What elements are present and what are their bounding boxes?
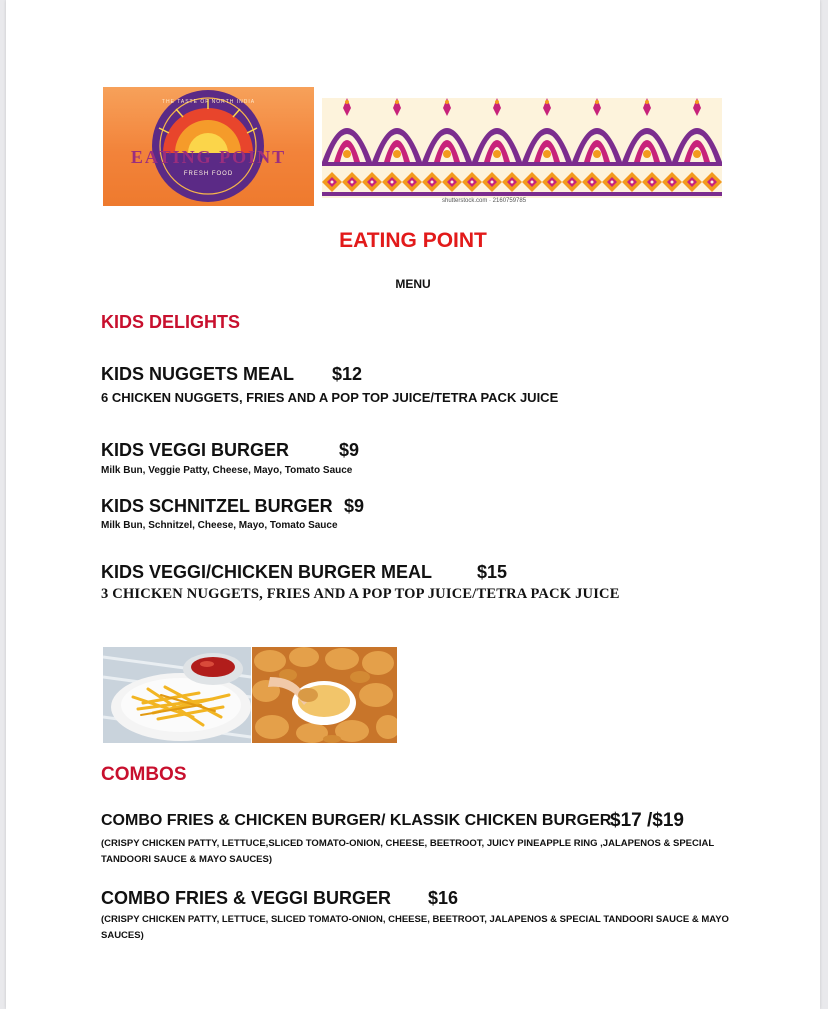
item-name-kids-schnitzel-burger: KIDS SCHNITZEL BURGER [101,496,333,516]
fries-image-icon [103,647,251,743]
item-name-kids-veggi-burger: KIDS VEGGI BURGER [101,440,290,460]
item-price-kids-nuggets-meal: $12 [332,364,363,384]
logo-name: EATING POINT [130,147,287,167]
item-desc-kids-veggi-chicken-meal: 3 CHICKEN NUGGETS, FRIES AND A POP TOP JUICE/TETRA PACK JUICE [101,586,620,602]
item-desc-kids-schnitzel-burger: Milk Bun, Schnitzel, Cheese, Mayo, Tomato Sauce [101,520,338,531]
section-heading-kids: KIDS DELIGHTS [101,312,241,332]
restaurant-logo [103,87,314,206]
logo-tagline: FRESH FOOD [183,171,234,177]
image-credit: shutterstock.com · 2160759785 [442,198,527,204]
item-name-kids-nuggets-meal: KIDS NUGGETS MEAL [101,364,295,384]
ornament-border-image [322,98,722,198]
item-desc-kids-veggi-burger: Milk Bun, Veggie Patty, Cheese, Mayo, Tomato Sauce [101,465,353,476]
logo-arc-text: THE TASTE OF NORTH INDIA [161,99,256,105]
page-title: EATING POINT [339,229,487,252]
item-price-combo-veggi-burger: $16 [428,888,459,908]
menu-page [6,0,820,1009]
menu-subtitle: MENU [395,277,431,291]
item-desc-kids-nuggets-meal: 6 CHICKEN NUGGETS, FRIES AND A POP TOP JUICE/TETRA PACK JUICE [101,390,559,405]
item-price-combo-chicken-burger: $17 /$19 [610,810,684,831]
item-price-kids-schnitzel-burger: $9 [344,496,365,516]
nuggets-image-icon [252,647,397,743]
item-name-combo-chicken-burger: COMBO FRIES & CHICKEN BURGER/ KLASSIK CHICKEN BURGER [101,812,612,829]
paisley-pattern-icon [322,98,722,198]
item-price-kids-veggi-chicken-meal: $15 [477,562,508,582]
item-name-kids-veggi-chicken-meal: KIDS VEGGI/CHICKEN BURGER MEAL [101,562,433,582]
item-price-kids-veggi-burger: $9 [339,440,360,460]
item-desc-combo-chicken-burger: (CRISPY CHICKEN PATTY, LETTUCE,SLICED TOMATO-ONION, CHEESE, BEETROOT, JUICY PINEAPPLE RING ,JALAPENOS & SPECIAL TANDOORI SAUCE & MAYO SAUCES) [101,838,715,865]
item-desc-combo-veggi-burger: (CRISPY CHICKEN PATTY, LETTUCE, SLICED TOMATO-ONION, CHEESE, BEETROOT, JALAPENOS & SPECIAL TANDOORI SAUCE & MAYO SAUCES) [101,914,729,941]
nuggets-photo [252,647,397,743]
item-name-combo-veggi-burger: COMBO FRIES & VEGGI BURGER [101,888,392,908]
fries-photo [103,647,251,743]
section-heading-combos: COMBOS [101,764,187,785]
